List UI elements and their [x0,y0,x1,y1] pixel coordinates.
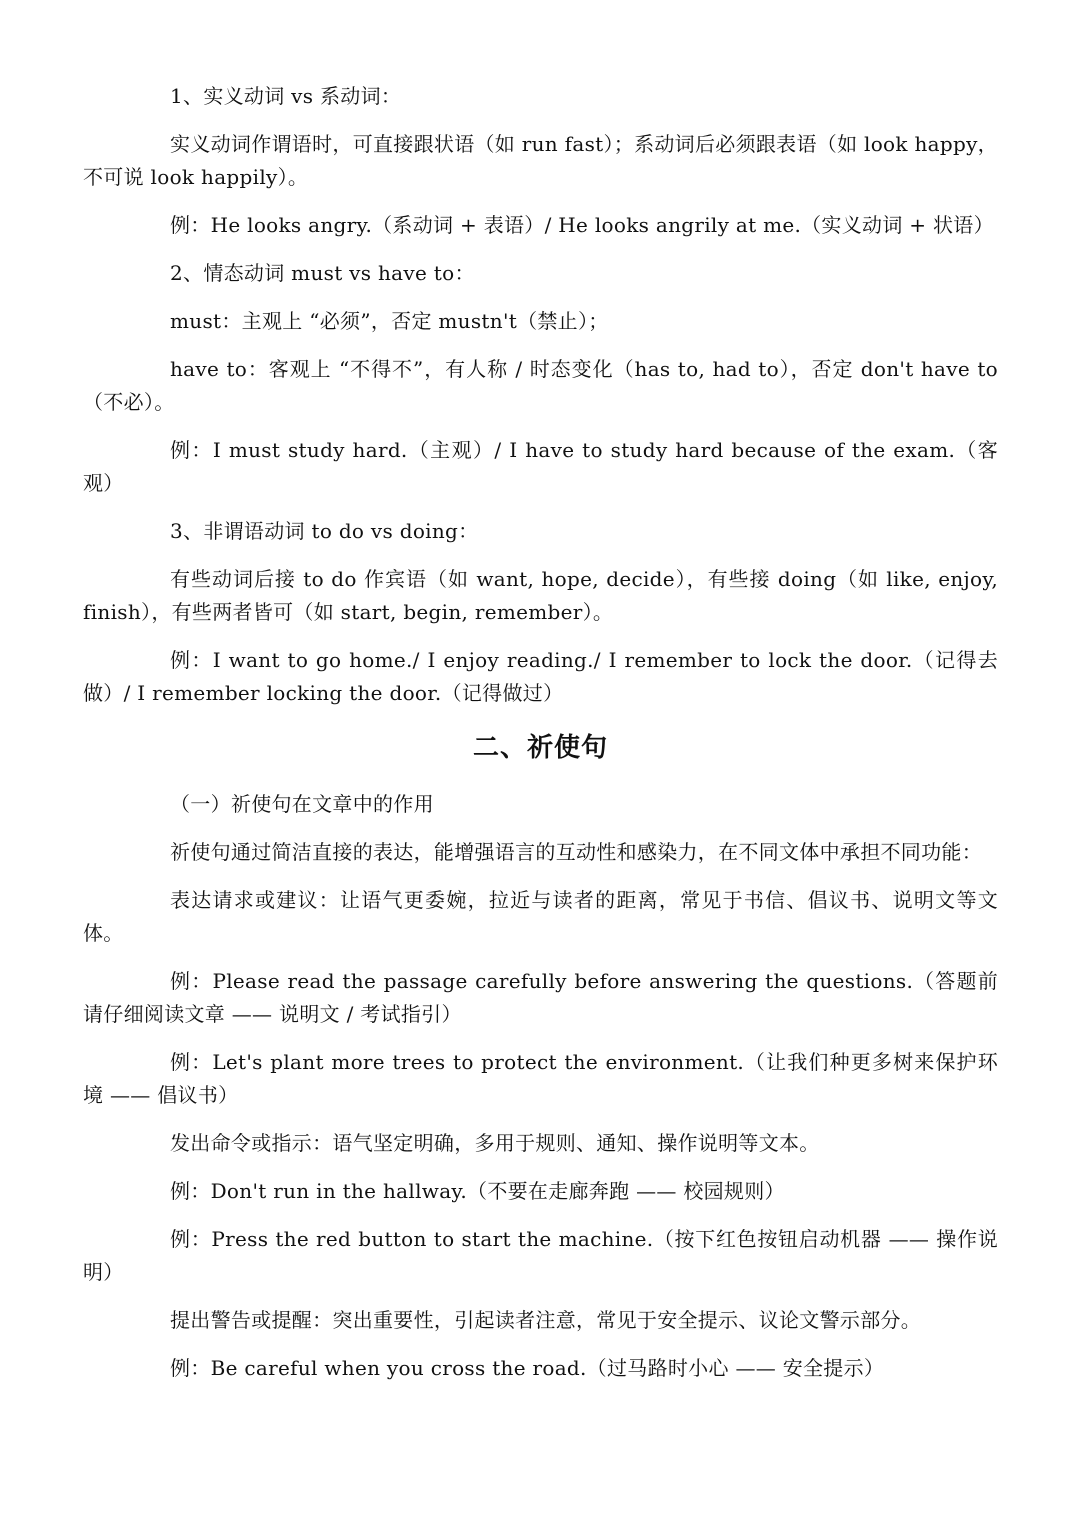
paragraph-nonfinite-heading: 3、非谓语动词 to do vs doing： [170,519,479,543]
paragraph-imperative-intro: 祈使句通过简洁直接的表达，能增强语言的互动性和感染力，在不同文体中承担不同功能： [170,840,982,864]
paragraph-linking-verb-rule: 实义动词作谓语时，可直接跟状语（如 run fast）；系动词后必须跟表语（如 look happy，不可说 look happily）。 [83,132,998,189]
paragraph-command-example-1: 例：Don't run in the hallway.（不要在走廊奔跑 —— 校园规则） [170,1179,785,1203]
paragraph-warning-example: 例：Be careful when you cross the road.（过马路时小心 —— 安全提示） [170,1356,885,1380]
paragraph-request-example-1: 例：Please read the passage carefully before answering the questions.（答题前请仔细阅读文章 —— 说明文 / 考试指引） [83,969,998,1026]
paragraph-imperative-subheading: （一）祈使句在文章中的作用 [170,792,434,816]
paragraph-command-instruction: 发出命令或指示：语气坚定明确，多用于规则、通知、操作说明等文本。 [170,1131,820,1155]
paragraph-must-rule: must：主观上 “必须”，否定 mustn't（禁止）； [170,309,609,333]
paragraph-linking-verb-heading: 1、实义动词 vs 系动词： [170,84,402,108]
paragraph-warning-reminder: 提出警告或提醒：突出重要性，引起读者注意，常见于安全提示、议论文警示部分。 [170,1308,922,1332]
paragraph-linking-verb-example: 例：He looks angry.（系动词 + 表语）/ He looks angrily at me.（实义动词 + 状语） [170,213,994,237]
section-title-imperative: 二、祈使句 [472,733,608,763]
paragraph-modal-example: 例：I must study hard.（主观）/ I have to study hard because of the exam.（客观） [83,438,998,495]
paragraph-nonfinite-example: 例：I want to go home./ I enjoy reading./ I remember to lock the door.（记得去做）/ I remember locking the door.（记得做过） [83,648,998,705]
paragraph-have-to-rule: have to：客观上 “不得不”，有人称 / 时态变化（has to, had to），否定 don't have to（不必）。 [83,357,998,414]
paragraph-request-example-2: 例：Let's plant more trees to protect the environment.（让我们种更多树来保护环境 —— 倡议书） [83,1050,998,1107]
paragraph-modal-heading: 2、情态动词 must vs have to： [170,261,475,285]
paragraph-command-example-2: 例：Press the red button to start the machine.（按下红色按钮启动机器 —— 操作说明） [83,1227,998,1284]
paragraph-nonfinite-rule: 有些动词后接 to do 作宾语（如 want, hope, decide），有些接 doing（如 like, enjoy, finish），有些两者皆可（如 start, begin, remember）。 [83,567,1005,624]
document-page [83,80,1005,1400]
paragraph-request-suggestion: 表达请求或建议：让语气更委婉，拉近与读者的距离，常见于书信、倡议书、说明文等文体。 [83,888,998,945]
